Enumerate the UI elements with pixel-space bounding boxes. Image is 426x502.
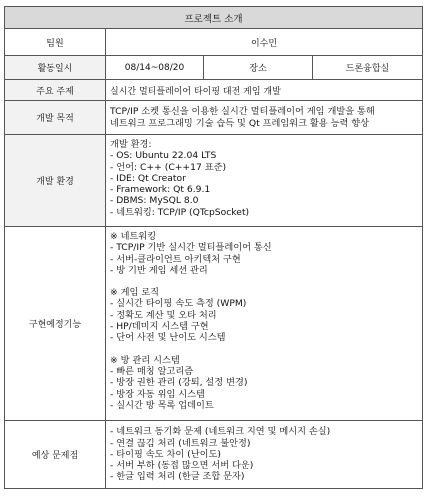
issue-line: - 한글 입력 처리 (한글 조합 문자) <box>110 471 245 483</box>
feature-line: - 실시간 타이핑 속도 측정 (WPM) <box>110 298 247 310</box>
feature-line: - 방장 자동 위임 시스템 <box>110 388 205 400</box>
issue-line: - 연결 끊김 처리 (네트워크 불안정) <box>110 437 251 449</box>
feature-line: - 방장 권한 관리 (강퇴, 설정 변경) <box>110 377 248 389</box>
feature-line: - 정확도 계산 및 오타 처리 <box>110 309 217 321</box>
place-label: 장소 <box>204 56 313 80</box>
period-label: 활동일시 <box>5 56 106 80</box>
env-line: - Framework: Qt 6.9.1 <box>110 184 211 196</box>
feature-group-heading: ※ 네트워킹 <box>110 231 157 242</box>
topic-value: 실시간 멀티플레이어 타이핑 대전 게임 개발 <box>106 80 423 101</box>
issue-line: - 서버 부하 (동접 많으면 서버 다운) <box>110 460 254 472</box>
period-value: 08/14~08/20 <box>106 56 204 80</box>
place-value: 드론융합실 <box>313 56 423 80</box>
env-label: 개발 환경 <box>5 135 106 227</box>
purpose-line: TCP/IP 소켓 통신을 이용한 실시간 멀티플레이어 게임 개발을 통해 <box>110 106 375 118</box>
purpose-value <box>106 101 423 135</box>
topic-label: 주요 주제 <box>5 80 106 101</box>
env-line: - IDE: Qt Creator <box>110 172 186 184</box>
feature-line: - 단어 사전 및 난이도 시스템 <box>110 332 226 344</box>
purpose-line: 네트워크 프로그래밍 기술 습득 및 Qt 프레임워크 활용 능력 향상 <box>110 117 369 129</box>
feature-line: - 방 기반 게임 세션 관리 <box>110 264 208 276</box>
issue-line: - 타이핑 속도 차이 (난이도) <box>110 448 221 460</box>
feature-line: - 실시간 방 목록 업데이트 <box>110 399 214 411</box>
feature-group-heading: ※ 방 관리 시스템 <box>110 354 180 366</box>
issues-value <box>106 421 423 489</box>
issues-label: 예상 문제점 <box>5 421 106 489</box>
issue-line: - 네트워크 동기화 문제 (네트워크 지연 및 메시지 손실) <box>110 426 331 438</box>
env-line: 개발 환경: <box>110 139 152 150</box>
spacer <box>110 276 419 287</box>
member-label: 팀원 <box>5 29 106 56</box>
env-line: - DBMS: MySQL 8.0 <box>110 195 199 207</box>
feature-line: - 서버-클라이언트 아키텍처 구현 <box>110 253 241 265</box>
feature-line: - HP/데미지 시스템 구현 <box>110 321 209 333</box>
purpose-label: 개발 목적 <box>5 101 106 135</box>
feature-group-heading: ※ 게임 로직 <box>110 287 160 299</box>
feature-line: - 빠른 매칭 알고리즘 <box>110 365 194 377</box>
env-value <box>106 135 423 227</box>
table-title: 프로젝트 소개 <box>5 7 423 29</box>
features-value <box>106 227 423 421</box>
spacer <box>110 344 419 355</box>
member-value: 이수민 <box>106 29 423 56</box>
env-line: - 네트워킹: TCP/IP (QTcpSocket) <box>110 206 250 218</box>
env-line: - OS: Ubuntu 22.04 LTS <box>110 150 217 162</box>
feature-line: - TCP/IP 기반 실시간 멀티플레이어 통신 <box>110 242 272 254</box>
env-line: - 언어: C++ (C++17 표준) <box>110 161 227 173</box>
project-table <box>4 6 423 489</box>
features-label: 구현예정기능 <box>5 227 106 421</box>
